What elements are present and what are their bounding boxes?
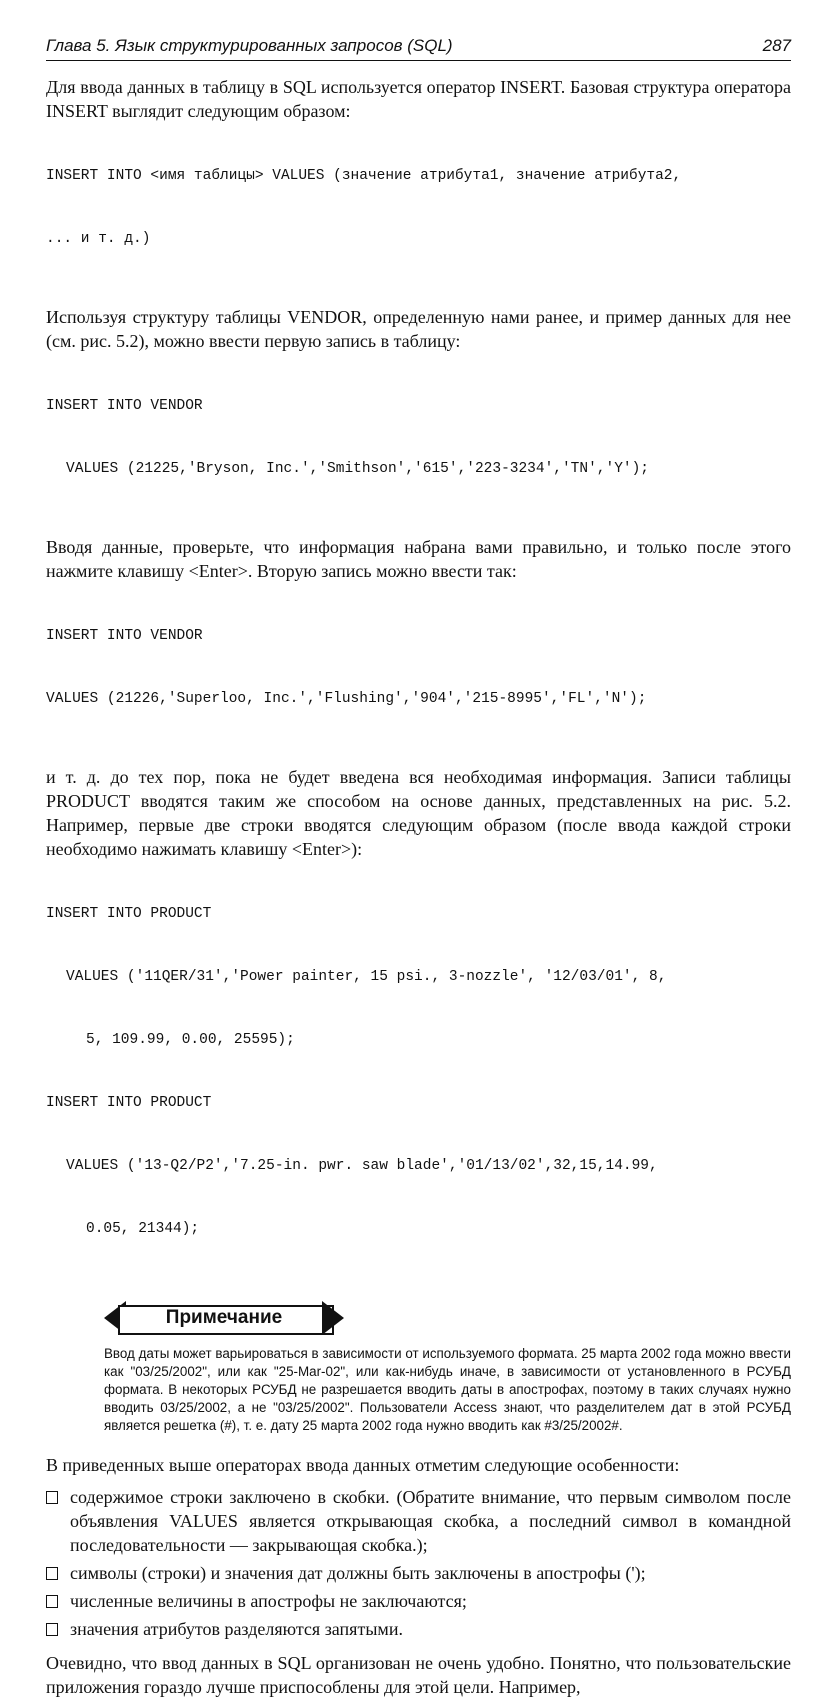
paragraph-product-rows: и т. д. до тех пор, пока не будет введена вся необходимая информация. Записи таблицы PRODUCT вводятся таким же способом на основе данных, представленных на рис. 5.2. Например, первые две строки вводятся следующим образом (после ввода каждой строки необходимо нажимать клавишу <Enter>):	[46, 767, 791, 859]
checkbox-bullet-icon	[46, 1491, 58, 1504]
paragraph-check-input: Вводя данные, проверьте, что информация набрана вами правильно, и только после этого нажмите клавишу <Enter>. Вторую запись можно ввести так:	[46, 537, 791, 581]
paragraph-vendor-example: Используя структуру таблицы VENDOR, определенную нами ранее, и пример данных для нее (см. рис. 5.2), можно ввести первую запись в таблицу:	[46, 307, 791, 351]
paragraph-conclusion: Очевидно, что ввод данных в SQL организован не очень удобно. Понятно, что пользовательские приложения гораздо лучше приспособлены для этой цели. Например,	[46, 1653, 791, 1697]
note-text: Ввод даты может варьироваться в зависимости от используемого формата. 25 марта 2002 года можно ввести как "03/25/2002", или как "25-Mar-02", или как-нибудь иначе, в зависимости от установленного в РСУБД формата. В некоторых РСУБД не разрешается вводить даты в апострофах, поэтому в таких случаях нужно вводить 03/25/2002, а не "03/25/2002". Пользователи Access знают, что разделителем дат в этой РСУБД является решетка (#), т. е. дату 25 марта 2002 года нужно вводить как #3/25/2002#.	[104, 1346, 791, 1433]
list-item: символы (строки) и значения дат должны быть заключены в апострофы (');	[46, 1561, 791, 1585]
note-title: Примечание	[165, 1307, 283, 1328]
code-line: VALUES ('11QER/31','Power painter, 15 psi., 3-nozzle', '12/03/01', 8,	[66, 969, 667, 985]
code-line: VALUES (21226,'Superloo, Inc.','Flushing','904','215-8995','FL','N');	[46, 691, 647, 707]
code-line: VALUES ('13-Q2/P2','7.25-in. pwr. saw blade','01/13/02',32,15,14.99,	[66, 1158, 658, 1174]
code-line: 5, 109.99, 0.00, 25595);	[86, 1032, 295, 1048]
code-insert-vendor-1	[46, 361, 791, 523]
code-line: 0.05, 21344);	[86, 1221, 200, 1237]
chapter-title: Глава 5. Язык структурированных запросов (SQL)	[46, 36, 453, 55]
book-page	[46, 36, 791, 1707]
note-box	[46, 1301, 791, 1435]
code-line: INSERT INTO VENDOR	[46, 398, 203, 414]
running-header	[46, 36, 791, 61]
code-line: VALUES (21225,'Bryson, Inc.','Smithson','615','223-3234','TN','Y');	[66, 461, 649, 477]
code-line: INSERT INTO <имя таблицы> VALUES (значение атрибута1, значение атрибута2,	[46, 168, 682, 184]
code-line: ... и т. д.)	[46, 231, 151, 247]
note-banner	[104, 1301, 344, 1335]
list-item: численные величины в апострофы не заключаются;	[46, 1589, 791, 1613]
paragraph-insert-intro: Для ввода данных в таблицу в SQL используется оператор INSERT. Базовая структура оператора INSERT выглядит следующим образом:	[46, 77, 791, 121]
code-line: INSERT INTO PRODUCT	[46, 1095, 212, 1111]
checkbox-bullet-icon	[46, 1567, 58, 1580]
code-line: INSERT INTO PRODUCT	[46, 906, 212, 922]
checkbox-bullet-icon	[46, 1623, 58, 1636]
page-number: 287	[762, 36, 791, 55]
code-insert-vendor-2	[46, 591, 791, 753]
banner-right-arrow-icon	[322, 1301, 344, 1335]
code-insert-product	[46, 869, 791, 1283]
code-insert-syntax	[46, 131, 791, 293]
list-item: содержимое строки заключено в скобки. (Обратите внимание, что первым символом после объявления VALUES является открывающая скобка, а последний символ в командной последовательности — закрывающая скобка.);	[46, 1485, 791, 1557]
features-list	[46, 1485, 791, 1641]
code-line: INSERT INTO VENDOR	[46, 628, 203, 644]
list-item: значения атрибутов разделяются запятыми.	[46, 1617, 791, 1641]
paragraph-features-intro: В приведенных выше операторах ввода данных отметим следующие особенности:	[46, 1455, 680, 1475]
checkbox-bullet-icon	[46, 1595, 58, 1608]
